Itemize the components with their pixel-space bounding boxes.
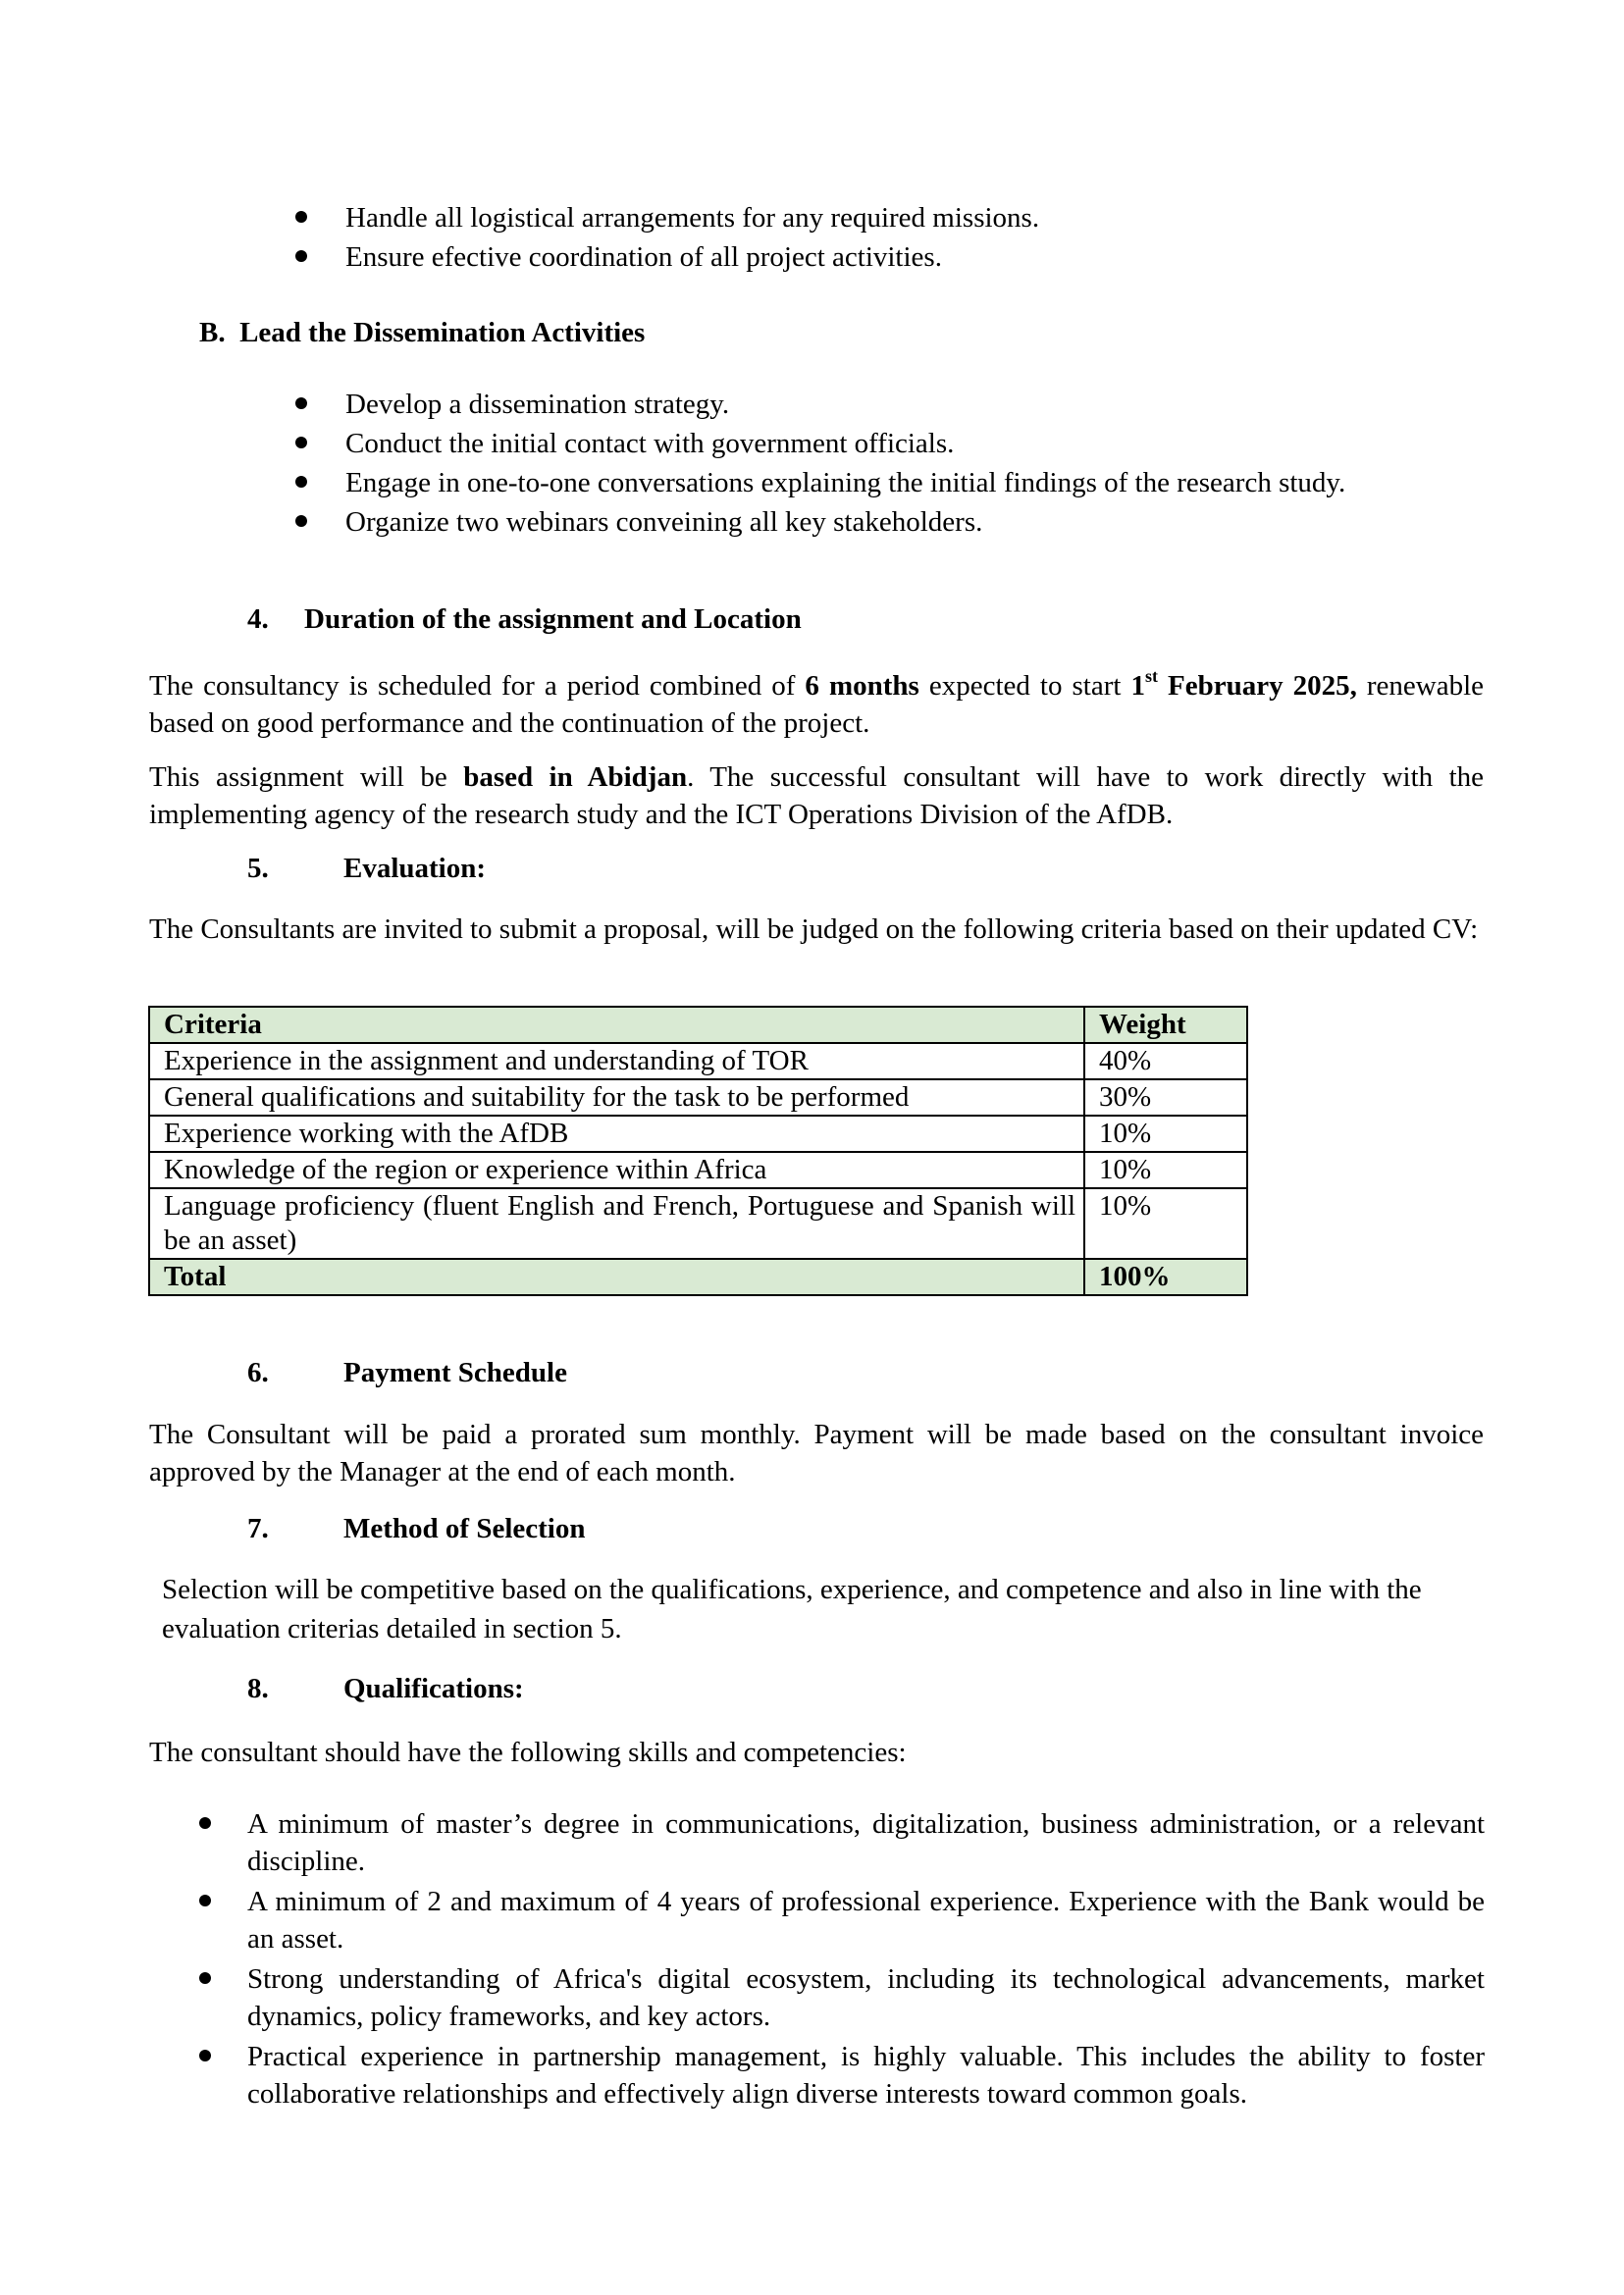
bullet-icon — [295, 437, 307, 448]
bullet-icon — [295, 476, 307, 488]
paragraph-selection: Selection will be competitive based on the qualifications, experience, and competence and also in line with the evaluation criterias detailed in section 5. — [162, 1574, 1422, 1644]
table-cell: Experience working with the AfDB — [149, 1116, 1084, 1152]
section-heading: Duration of the assignment and Location — [304, 603, 802, 635]
list-item-text: Handle all logistical arrangements for any required missions. — [345, 202, 1040, 234]
table-total-label: Total — [149, 1259, 1084, 1295]
table-header-cell: Criteria — [149, 1007, 1084, 1043]
bullet-icon — [295, 211, 307, 223]
table-cell: Experience in the assignment and understanding of TOR — [149, 1043, 1084, 1079]
table-cell: 10% — [1084, 1188, 1247, 1259]
table-row — [149, 1152, 1247, 1188]
bullet-icon — [199, 2050, 211, 2061]
list-item-text: Strong understanding of Africa's digital ecosystem, including its technological advancements, market dynamics, policy frameworks, and key actors. — [247, 1963, 1485, 2032]
table-cell: General qualifications and suitability for the task to be performed — [149, 1079, 1084, 1116]
section-number: 7. — [247, 1513, 269, 1544]
paragraph-qualifications-intro: The consultant should have the following skills and competencies: — [149, 1737, 907, 1768]
criteria-table — [148, 1006, 1248, 1296]
paragraph-location: This assignment will be based in Abidjan. The successful consultant will have to work directly with the implementing agency of the research study and the ICT Operations Division of the AfDB. — [149, 761, 1484, 830]
table-cell: 10% — [1084, 1152, 1247, 1188]
bullet-icon — [295, 250, 307, 262]
table-total-row — [149, 1259, 1247, 1295]
section-number: 6. — [247, 1357, 269, 1388]
bullet-icon — [199, 1972, 211, 1984]
table-row — [149, 1188, 1247, 1259]
table-header-row — [149, 1007, 1247, 1043]
section-heading: Method of Selection — [343, 1513, 586, 1544]
table-cell: Knowledge of the region or experience within Africa — [149, 1152, 1084, 1188]
list-item-text: Organize two webinars conveining all key stakeholders. — [345, 506, 983, 538]
list-item-text: Practical experience in partnership management, is highly valuable. This includes the ability to foster collaborative relationships and effectively align diverse interests toward common goals. — [247, 2041, 1485, 2110]
section-number: 8. — [247, 1673, 269, 1704]
list-item-text: Ensure efective coordination of all project activities. — [345, 241, 942, 273]
table-cell: 40% — [1084, 1043, 1247, 1079]
paragraph-payment: The Consultant will be paid a prorated sum monthly. Payment will be made based on the consultant invoice approved by the Manager at the end of each month. — [149, 1419, 1484, 1487]
bullet-icon — [295, 515, 307, 527]
bullet-icon — [199, 1817, 211, 1829]
section-number: 4. — [247, 603, 269, 635]
section-heading: Qualifications: — [343, 1673, 524, 1704]
list-item-text: A minimum of master’s degree in communications, digitalization, business administration, or a relevant discipline. — [247, 1808, 1485, 1877]
table-row — [149, 1079, 1247, 1116]
table-header-cell: Weight — [1084, 1007, 1247, 1043]
table-cell: 30% — [1084, 1079, 1247, 1116]
section-number: 5. — [247, 853, 269, 884]
table-row — [149, 1116, 1247, 1152]
list-item-text: Engage in one-to-one conversations explaining the initial findings of the research study. — [345, 467, 1346, 498]
paragraph-evaluation-intro: The Consultants are invited to submit a proposal, will be judged on the following criteria based on their updated CV: — [149, 913, 1479, 945]
section-heading: B. Lead the Dissemination Activities — [199, 317, 646, 348]
paragraph-duration: The consultancy is scheduled for a period combined of 6 months expected to start 1st February 2025, renewable based on good performance and the continuation of the project. — [149, 666, 1485, 739]
table-total-value: 100% — [1084, 1259, 1247, 1295]
list-item-text: Develop a dissemination strategy. — [345, 389, 730, 420]
list-item-text: Conduct the initial contact with government officials. — [345, 428, 955, 459]
table-cell: Language proficiency (fluent English and French, Portuguese and Spanish will be an asset) — [149, 1188, 1084, 1259]
list-item-text: A minimum of 2 and maximum of 4 years of professional experience. Experience with the Bank would be an asset. — [247, 1886, 1485, 1955]
table-row — [149, 1043, 1247, 1079]
section-heading: Payment Schedule — [343, 1357, 567, 1388]
bullet-icon — [295, 397, 307, 409]
table-cell: 10% — [1084, 1116, 1247, 1152]
bullet-icon — [199, 1895, 211, 1906]
section-heading: Evaluation: — [343, 853, 487, 884]
